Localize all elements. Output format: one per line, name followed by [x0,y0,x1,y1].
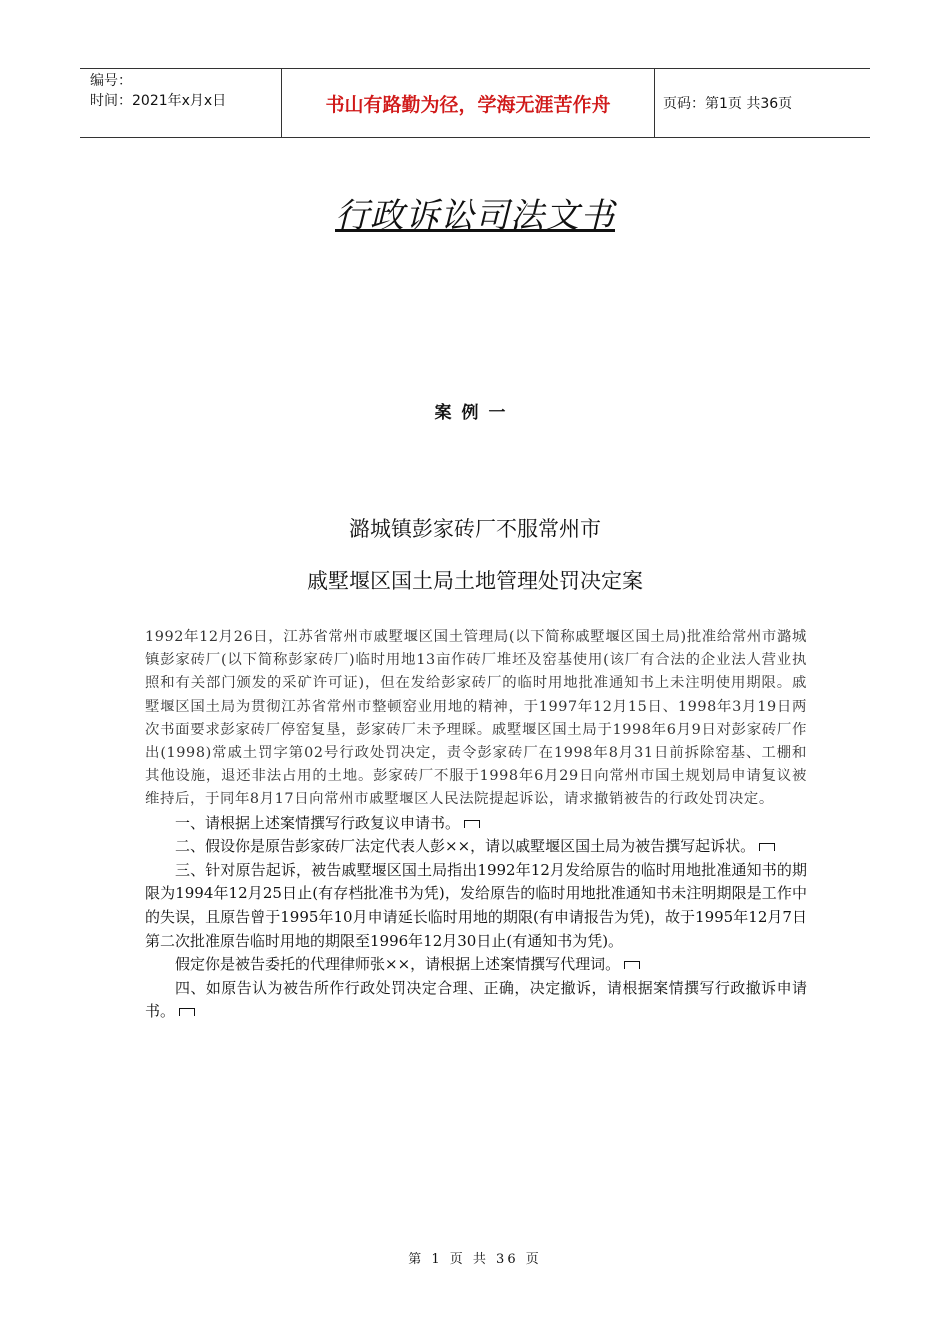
header-meta [80,69,282,137]
edit-mark-icon [759,843,775,851]
question-1: 一、请根据上述案情撰写行政复议申请书。 [145,812,807,836]
question-3-task: 假定你是被告委托的代理律师张××，请根据上述案情撰写代理词。 [145,953,807,977]
case-facts: 1992年12月26日，江苏省常州市戚墅堰区国土管理局(以下简称戚墅堰区国土局)批准给常州市潞城镇彭家砖厂(以下简称彭家砖厂)临时用地13亩作砖厂堆坯及窑基使用(该厂有合法的企业法人营业执照和有关部门颁发的采矿许可证)，但在发给彭家砖厂的临时用地批准通知书上未注明使用期限。戚墅堰区国土局为贯彻江苏省常州市整顿窑业用地的精神，于1997年12月15日、1998年3月19日两次书面要求彭家砖厂停窑复垦，彭家砖厂未予理睬。戚墅堰区国土局于1998年6月9日对彭家砖厂作出(1998)常戚土罚字第02号行政处罚决定，责令彭家砖厂在1998年8月31日前拆除窑基、工棚和其他设施，退还非法占用的土地。彭家砖厂不服于1998年6月29日向常州市国土规划局申请复议被维持后，于同年8月17日向常州市戚墅堰区人民法院提起诉讼，请求撤销被告的行政处罚决定。 [145,629,807,808]
question-3: 三、针对原告起诉，被告戚墅堰区国土局指出1992年12月发给原告的临时用地批准通知书的期限为1994年12月25日止(有存档批准书为凭)，发给原告的临时用地批准通知书未注明期限是工作中的失误，且原告曾于1995年10月申请延长临时用地的期限(有申请报告为凭)，故于1995年12月7日第二次批准原告临时用地的期限至1996年12月30日止(有通知书为凭)。 [145,860,807,950]
case-label: 案例一 [434,403,516,423]
question-4: 四、如原告认为被告所作行政处罚决定合理、正确，决定撤诉，请根据案情撰写行政撤诉申请书。 [145,978,807,1021]
page-header [80,68,870,138]
edit-mark-icon [179,1008,195,1016]
header-page-info: 页码：第1页 共36页 [663,96,793,112]
edit-mark-icon [464,820,480,828]
document-title: 行政诉讼司法文书 [335,196,615,236]
case-title-line-1: 潞城镇彭家砖厂不服常州市 [349,517,601,541]
page-footer: 第 1 页 共 36 页 [408,1252,542,1267]
header-motto: 书山有路勤为径，学海无涯苦作舟 [282,69,655,137]
edit-mark-icon [624,961,640,969]
number-label: 编号： [90,73,132,89]
case-title-line-2: 戚墅堰区国土局土地管理处罚决定案 [307,569,643,593]
question-2: 二、假设你是原告彭家砖厂法定代表人彭××，请以戚墅堰区国土局为被告撰写起诉状。 [145,835,807,859]
document-body [145,626,807,1024]
time-label: 时间：2021年x月x日 [90,93,227,109]
